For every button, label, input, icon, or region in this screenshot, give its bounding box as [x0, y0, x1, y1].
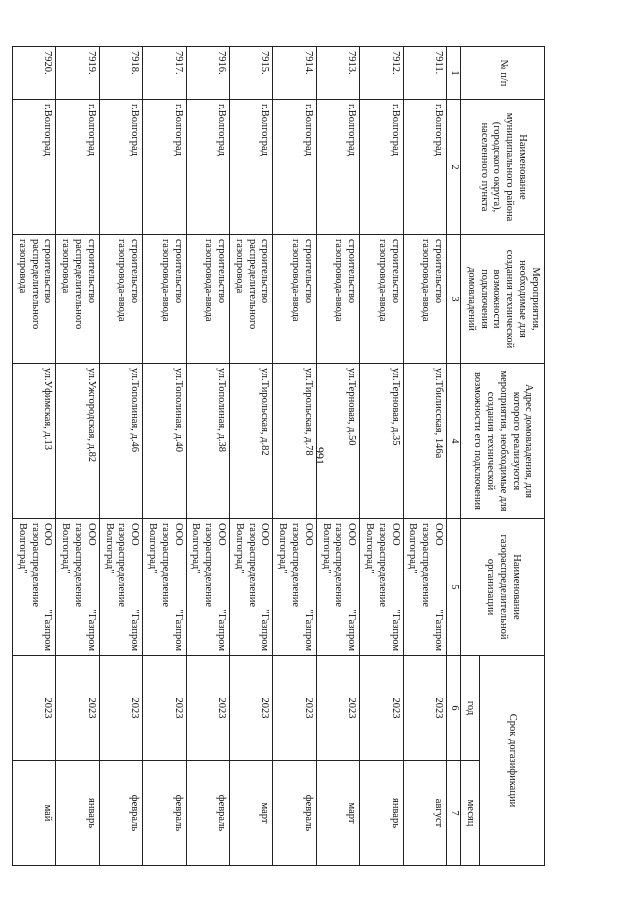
- cell-num: 7920.: [13, 47, 56, 100]
- page-number: 991: [313, 447, 327, 465]
- cell-month: февраль: [143, 761, 186, 866]
- table-row: [360, 47, 403, 866]
- header-month: месяц: [461, 761, 480, 866]
- cell-address: ул.Терновая, д.35: [360, 364, 403, 519]
- cell-org: ООО "Газпром газораспределение Волгоград": [99, 519, 142, 656]
- table-header-row: [480, 47, 545, 866]
- cell-num: 7914.: [273, 47, 316, 100]
- header-num: № п/п: [461, 47, 545, 100]
- table-row: [186, 47, 229, 866]
- cell-measure: строительство газопровода-ввода: [99, 235, 142, 364]
- header-org: Наименование газораспределительной организации: [461, 519, 545, 656]
- cell-district: г.Волгоград: [143, 100, 186, 235]
- cell-district: г.Волгоград: [360, 100, 403, 235]
- cell-measure: строительство газопровода-ввода: [403, 235, 446, 364]
- cell-num: 7917.: [143, 47, 186, 100]
- cell-num: 7915.: [230, 47, 273, 100]
- rotated-page: [16, 46, 545, 866]
- cell-address: ул.Тирольская, д.82: [230, 364, 273, 519]
- cell-year: 2023: [360, 656, 403, 761]
- cell-measure: строительство распределительного газопровода: [56, 235, 99, 364]
- cell-org: ООО "Газпром газораспределение Волгоград": [56, 519, 99, 656]
- table-wrapper: [16, 46, 545, 866]
- cell-district: г.Волгоград: [403, 100, 446, 235]
- header-measure: Мероприятия, необходимые для создания технической возможности подключения домовладений: [461, 235, 545, 364]
- cell-measure: строительство газопровода-ввода: [316, 235, 359, 364]
- cell-measure: строительство газопровода-ввода: [143, 235, 186, 364]
- cell-year: 2023: [143, 656, 186, 761]
- cell-district: г.Волгоград: [99, 100, 142, 235]
- column-number: 6: [447, 656, 461, 761]
- column-number: 4: [447, 364, 461, 519]
- cell-year: 2023: [316, 656, 359, 761]
- cell-year: 2023: [273, 656, 316, 761]
- table-row: [99, 47, 142, 866]
- cell-district: г.Волгоград: [56, 100, 99, 235]
- table-row: [403, 47, 446, 866]
- cell-district: г.Волгоград: [13, 100, 56, 235]
- column-number-row: [447, 47, 461, 866]
- cell-address: ул.Тирольская, д.78: [273, 364, 316, 519]
- cell-address: ул.Тополиная, д.46: [99, 364, 142, 519]
- header-address: Адрес домовладения, для которого реализуются мероприятия, необходимые для создания технической возможности его подключения: [461, 364, 545, 519]
- header-year: год: [461, 656, 480, 761]
- table-row: [13, 47, 56, 866]
- cell-address: ул.Тбилисская, 146а: [403, 364, 446, 519]
- cell-month: февраль: [273, 761, 316, 866]
- table-row: [230, 47, 273, 866]
- column-number: 3: [447, 235, 461, 364]
- cell-org: ООО "Газпром газораспределение Волгоград": [360, 519, 403, 656]
- table-row: [56, 47, 99, 866]
- cell-year: 2023: [403, 656, 446, 761]
- table-row: [143, 47, 186, 866]
- cell-num: 7916.: [186, 47, 229, 100]
- cell-org: ООО "Газпром газораспределение Волгоград": [186, 519, 229, 656]
- cell-district: г.Волгоград: [273, 100, 316, 235]
- column-number: 1: [447, 47, 461, 100]
- cell-org: ООО "Газпром газораспределение Волгоград": [316, 519, 359, 656]
- cell-year: 2023: [99, 656, 142, 761]
- cell-num: 7913.: [316, 47, 359, 100]
- cell-month: март: [230, 761, 273, 866]
- cell-district: г.Волгоград: [316, 100, 359, 235]
- cell-month: февраль: [99, 761, 142, 866]
- cell-measure: строительство распределительного газопровода: [230, 235, 273, 364]
- column-number: 2: [447, 100, 461, 235]
- cell-org: ООО "Газпром газораспределение Волгоград": [273, 519, 316, 656]
- cell-district: г.Волгоград: [186, 100, 229, 235]
- header-term: Срок догазификации: [480, 656, 545, 866]
- cell-num: 7912.: [360, 47, 403, 100]
- cell-measure: строительство распределительного газопровода: [13, 235, 56, 364]
- cell-year: 2023: [13, 656, 56, 761]
- cell-measure: строительство газопровода-ввода: [273, 235, 316, 364]
- cell-month: январь: [360, 761, 403, 866]
- cell-address: ул.Тополиная, д.38: [186, 364, 229, 519]
- table-body: [13, 47, 447, 866]
- cell-district: г.Волгоград: [230, 100, 273, 235]
- gasification-table: [12, 46, 545, 866]
- table-row: [316, 47, 359, 866]
- cell-year: 2023: [186, 656, 229, 761]
- cell-address: ул.Терновая, д.50: [316, 364, 359, 519]
- cell-measure: строительство газопровода-ввода: [360, 235, 403, 364]
- cell-org: ООО "Газпром газораспределение Волгоград": [230, 519, 273, 656]
- cell-address: ул.Тополиная, д.40: [143, 364, 186, 519]
- cell-address: ул.Уфимская, д.13: [13, 364, 56, 519]
- cell-month: май: [13, 761, 56, 866]
- cell-month: март: [316, 761, 359, 866]
- cell-org: ООО "Газпром газораспределение Волгоград": [143, 519, 186, 656]
- cell-num: 7919.: [56, 47, 99, 100]
- cell-year: 2023: [56, 656, 99, 761]
- cell-org: ООО "Газпром газораспределение Волгоград": [13, 519, 56, 656]
- column-number: 7: [447, 761, 461, 866]
- cell-num: 7918.: [99, 47, 142, 100]
- cell-address: ул.Ужгородская, д.82: [56, 364, 99, 519]
- header-district: Наименование муниципального района (городского округа), населенного пункта: [461, 100, 545, 235]
- cell-year: 2023: [230, 656, 273, 761]
- column-number: 5: [447, 519, 461, 656]
- table-row: [273, 47, 316, 866]
- cell-measure: строительство газопровода-ввода: [186, 235, 229, 364]
- cell-month: январь: [56, 761, 99, 866]
- cell-month: февраль: [186, 761, 229, 866]
- cell-num: 7911.: [403, 47, 446, 100]
- cell-month: август: [403, 761, 446, 866]
- cell-org: ООО "Газпром газораспределение Волгоград": [403, 519, 446, 656]
